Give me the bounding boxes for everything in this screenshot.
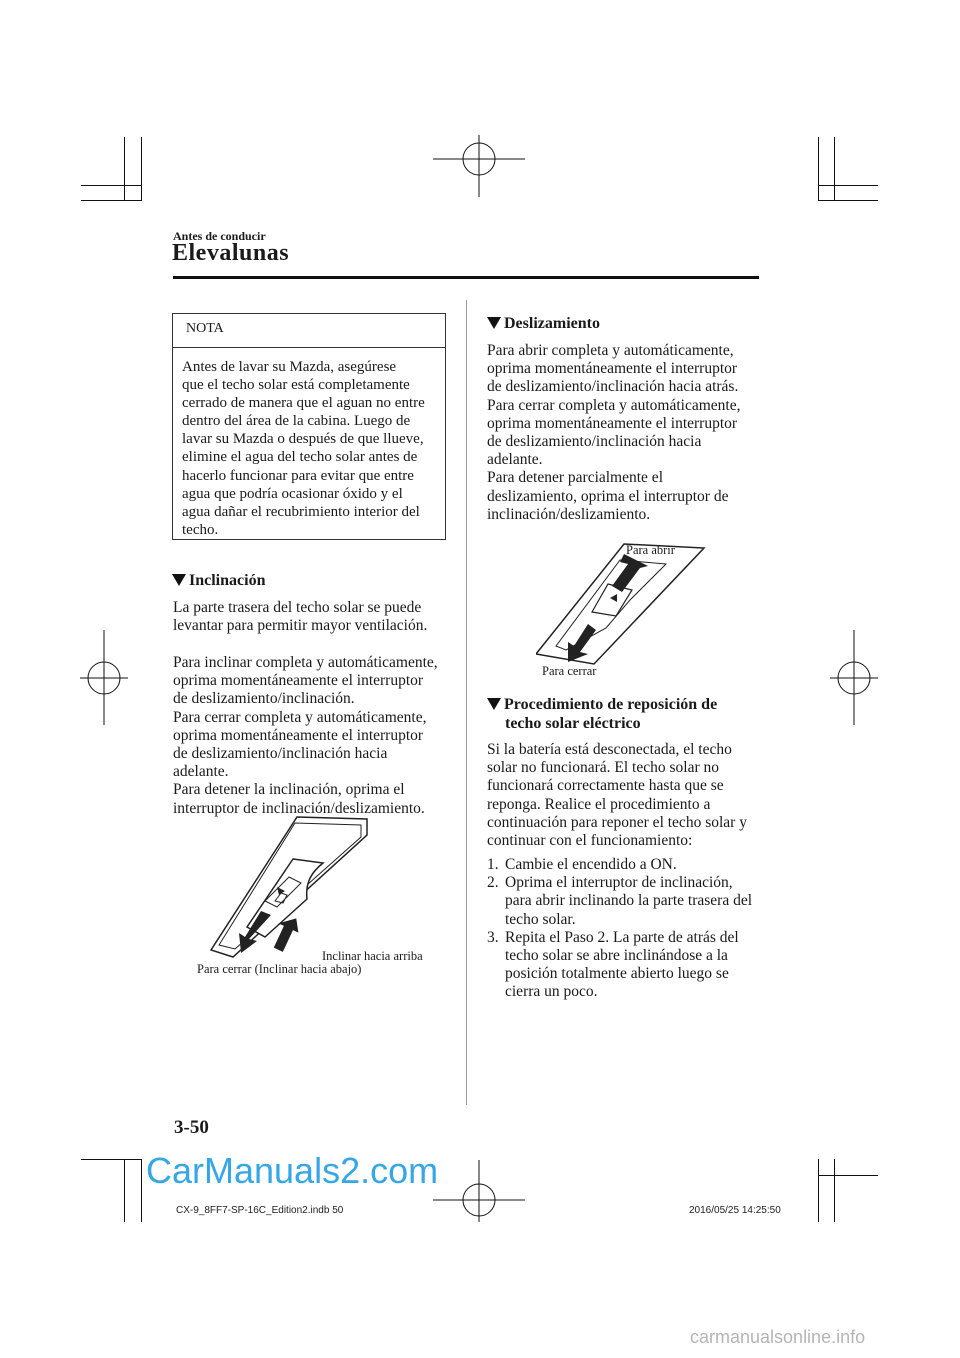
open-label: Para abrir xyxy=(626,543,675,557)
note-title: NOTA xyxy=(186,321,224,336)
registration-mark-top xyxy=(433,135,529,199)
list-item: 1. Cambie el encendido a ON. xyxy=(487,856,677,873)
tilt-switch-illustration xyxy=(205,815,370,960)
section-label: Antes de conducir xyxy=(173,229,266,243)
tilt-up-label: Inclinar hacia arriba xyxy=(322,949,423,963)
note-box xyxy=(172,313,446,540)
note-header xyxy=(173,314,445,348)
note-line: Antes de lavar su Mazda, asegúrese xyxy=(182,359,397,375)
page-number: 3-50 xyxy=(174,1117,209,1138)
note-line: agua que podría ocasionar óxido y el xyxy=(182,485,403,502)
registration-mark-right xyxy=(830,630,880,726)
reposicion-heading: Procedimiento de reposición de techo solar eléctrico xyxy=(487,695,767,733)
note-line: techo. xyxy=(182,521,219,538)
note-line: que el techo solar está completamente xyxy=(182,377,410,394)
note-line: agua dañar el recubrimiento interior del xyxy=(182,503,420,520)
note-text xyxy=(182,358,444,539)
note-line: elimine el agua del techo solar antes de xyxy=(182,449,418,466)
registration-mark-left xyxy=(80,630,130,726)
watermark-url[interactable]: carmanualsonline.info xyxy=(690,1327,866,1347)
note-line: lavar su Mazda o después de que llueve, xyxy=(182,431,424,448)
note-line: hacerlo funcionar para evitar que entre xyxy=(182,467,414,484)
tilt-down-label: Para cerrar (Inclinar hacia abajo) xyxy=(197,962,362,976)
slide-switch-illustration xyxy=(536,540,706,665)
triangle-marker-icon xyxy=(487,317,501,329)
close-label: Para cerrar xyxy=(542,664,597,678)
reposicion-steps xyxy=(487,856,772,1002)
triangle-marker-icon xyxy=(172,574,186,586)
footer-timestamp: 2016/05/25 14:25:50 xyxy=(689,1205,781,1216)
list-item: 3. Repita el Paso 2. La parte de atrás del techo solar se abre inclinándose a la posición totalmente abierto luego se cierra un poco. xyxy=(487,928,739,1001)
note-line: dentro del área de la cabina. Luego de xyxy=(182,413,411,430)
footer-file: CX-9_8FF7-SP-16C_Edition2.indb 50 xyxy=(176,1205,344,1216)
triangle-marker-icon xyxy=(487,698,501,710)
deslizamiento-paragraph: Para abrir completa y automáticamente, oprima momentáneamente el interruptor de deslizamiento/inclinación hacia atrás. Para cerrar completa y automáticamente, oprima momentáneamente el interruptor de deslizamiento/inclinación hacia adelante. Para detener parcialmente el deslizamiento, oprima el interruptor de inclinación/deslizamiento. xyxy=(487,342,741,523)
deslizamiento-heading: Deslizamiento xyxy=(487,314,600,333)
registration-mark-bottom xyxy=(433,1160,529,1224)
inclinacion-paragraph-1: La parte trasera del techo solar se puede levantar para permitir mayor ventilación. xyxy=(173,599,428,635)
reposicion-paragraph: Si la batería está desconectada, el techo solar no funcionará. El techo solar no funcionará correctamente hasta que se reponga. Realice el procedimiento a continuación para reponer el techo solar y continuar con el funcionamiento: xyxy=(487,741,747,850)
watermark-logo[interactable]: CarManuals2.com xyxy=(146,1150,439,1191)
page-title: Elevalunas xyxy=(172,240,290,266)
inclinacion-paragraph-2: Para inclinar completa y automáticamente, oprima momentáneamente el interruptor de deslizamiento/inclinación. Para cerrar completa y automáticamente, oprima momentáneamente el interruptor de deslizamiento/inclinación hacia adelante. Para detener la inclinación, oprima el interruptor de inclinación/deslizamiento. xyxy=(173,654,438,817)
header-rule xyxy=(173,276,759,279)
inclinacion-heading: Inclinación xyxy=(172,571,265,590)
list-item: 2. Oprima el interruptor de inclinación, para abrir inclinando la parte trasera del techo solar. xyxy=(487,874,753,928)
column-divider xyxy=(466,300,467,1105)
note-line: cerrado de manera que el aguan no entre xyxy=(182,395,425,412)
